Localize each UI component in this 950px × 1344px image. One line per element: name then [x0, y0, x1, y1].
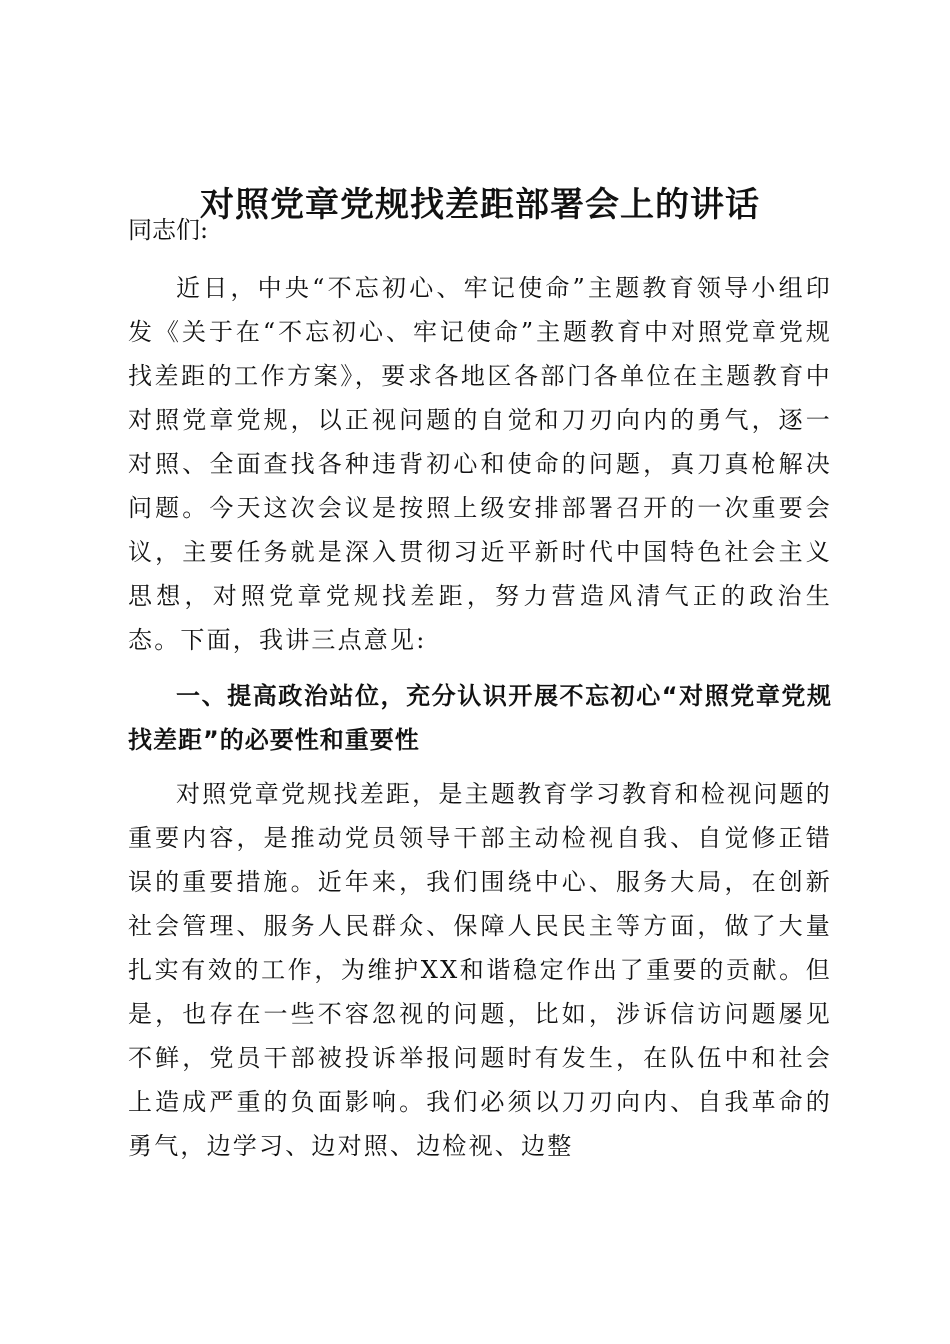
- document-body: [128, 208, 832, 1168]
- section-heading-1: 一、提高政治站位，充分认识开展不忘初心“对照党章党规找差距”的必要性和重要性: [128, 682, 832, 754]
- section-paragraph-1: 对照党章党规找差距，是主题教育学习教育和检视问题的重要内容，是推动党员领导干部主动检视自我、自觉修正错误的重要措施。近年来，我们围绕中心、服务大局，在创新社会管理、服务人民群众、保障人民民主等方面，做了大量扎实有效的工作，为维护XX和谐稳定作出了重要的贡献。但是，也存在一些不容忽视的问题，比如，涉诉信访问题屡见不鲜，党员干部被投诉举报问题时有发生，在队伍中和社会上造成严重的负面影响。我们必须以刀刃向内、自我革命的勇气，边学习、边对照、边检视、边整: [128, 780, 832, 1160]
- intro-paragraph: 近日，中央“不忘初心、牢记使命”主题教育领导小组印发《关于在“不忘初心、牢记使命”主题教育中对照党章党规找差距的工作方案》，要求各地区各部门各单位在主题教育中对照党章党规，以正视问题的自觉和刀刃向内的勇气，逐一对照、全面查找各种违背初心和使命的问题，真刀真枪解决问题。今天这次会议是按照上级安排部署召开的一次重要会议，主要任务就是深入贯彻习近平新时代中国特色社会主义思想，对照党章党规找差距，努力营造风清气正的政治生态。下面，我讲三点意见:: [128, 274, 832, 654]
- document-title: 对照党章党规找差距部署会上的讲话: [200, 185, 760, 225]
- salutation: 同志们:: [128, 216, 209, 244]
